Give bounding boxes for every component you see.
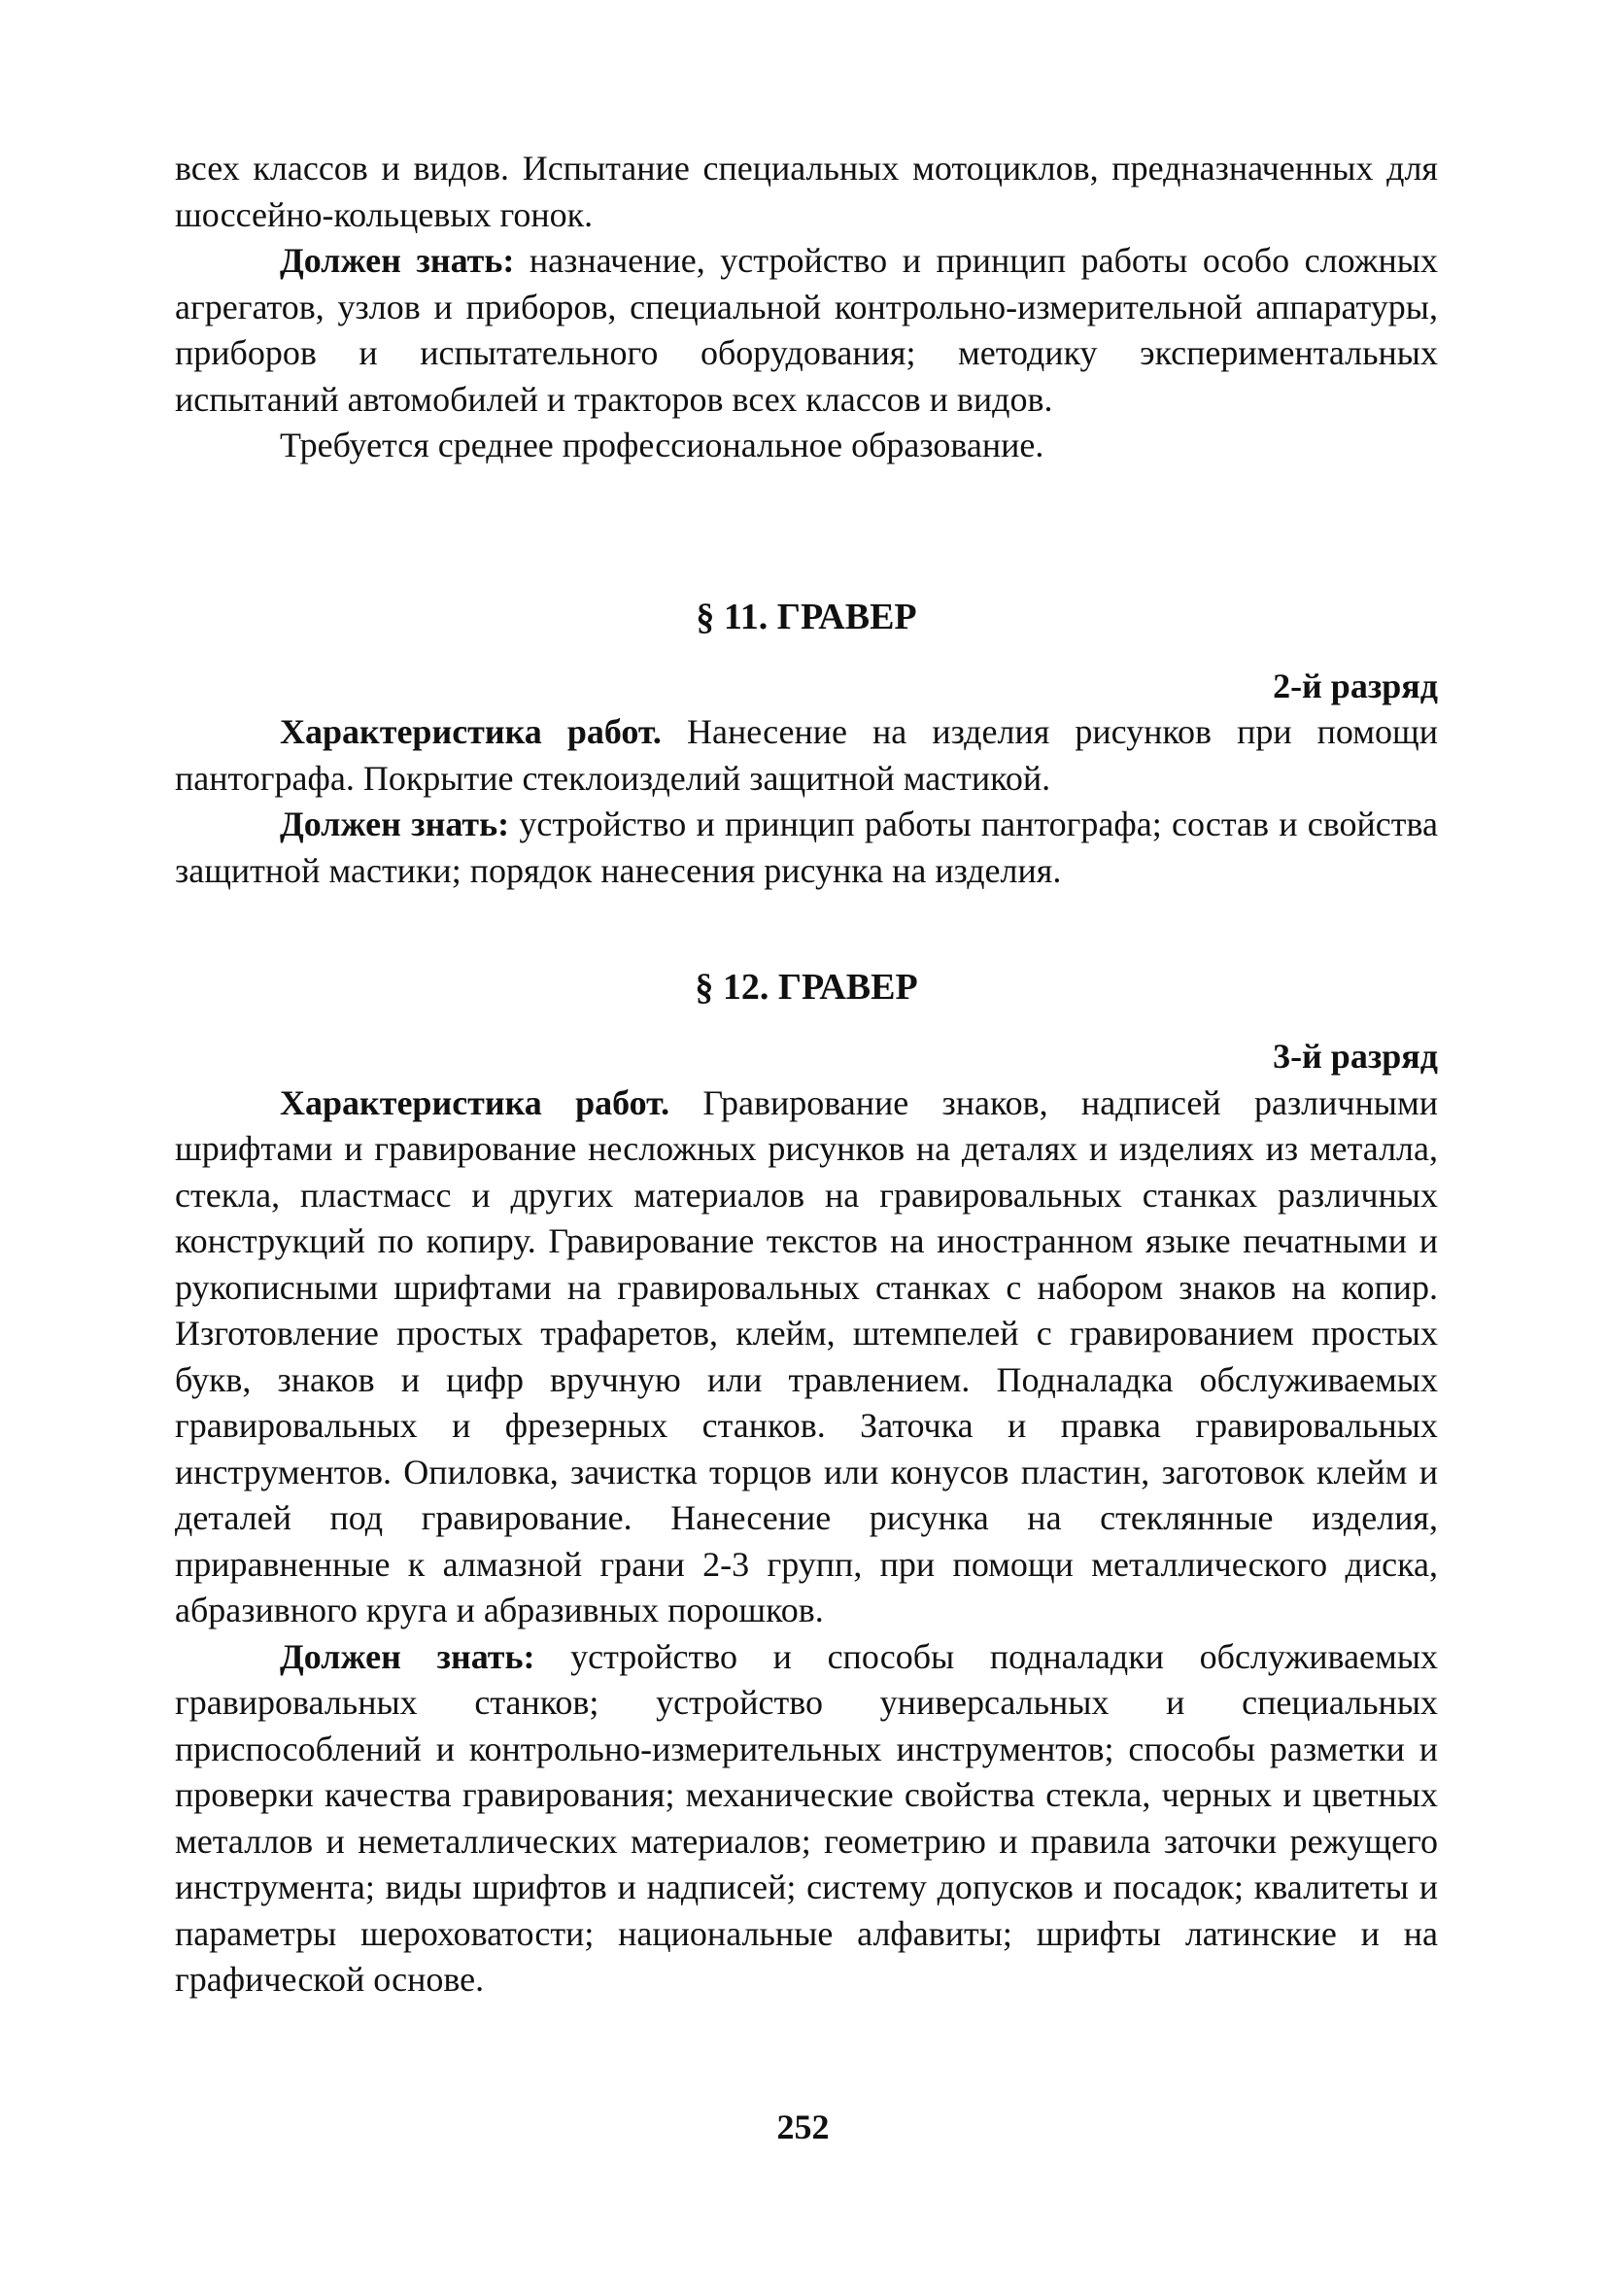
- section-11-work: [175, 709, 1438, 802]
- section-12-must-know-text: устройство и способы подналадки обслуживаемых гравировальных станков; устройство универсальных и специальных приспособлений и контрольно-измерительных инструментов; способы разметки и проверки качества гравирования; механические свойства стекла, черных и цветных металлов и неметаллических материалов; геометрию и правила заточки режущего инструмента; виды шрифтов и надписей; систему допусков и посадок; квалитеты и параметры шероховатости; национальные алфавиты; шрифты латинские и на графической основе.: [175, 1636, 1439, 1999]
- intro-must-know-lead: Должен знать:: [280, 241, 515, 280]
- section-11-title: § 11. ГРАВЕР: [696, 596, 917, 637]
- section-12-work: [175, 1080, 1438, 1634]
- section-11-work-lead: Характеристика работ.: [280, 712, 662, 751]
- section-12-must-know-lead: Должен знать:: [280, 1636, 535, 1676]
- section-12-work-text: Гравирование знаков, надписей различными шрифтами и гравирование несложных рисунков на деталях и изделиях из металла, стекла, пластмасс и других материалов на гравировальных станках различных конструкций по копиру. Гравирование текстов на иностранном языке печатными и рукописными шрифтами на гравировальных станках с набором знаков на копир. Изготовление простых трафаретов, клейм, штемпелей с гравированием простых букв, знаков и цифр вручную или травлением. Подналадка обслуживаемых гравировальных и фрезерных станков. Заточка и правка гравировальных инструментов. Опиловка, зачистка торцов или конусов пластин, заготовок клейм и деталей под гравирование. Нанесение рисунка на стеклянные изделия, приравненные к алмазной грани 2-3 групп, при помощи металлического диска, абразивного круга и абразивных порошков.: [175, 1082, 1439, 1629]
- document-page: [175, 146, 1438, 2004]
- section-12-grade: 3-й разряд: [1273, 1037, 1438, 1076]
- section-11-must-know-lead: Должен знать:: [280, 805, 510, 843]
- section-11-work-text: Нанесение на изделия рисунков при помощи пантографа. Покрытие стеклоизделий защитной мастикой.: [175, 712, 1439, 798]
- section-11-must-know-text: устройство и принцип работы пантографа; состав и свойства защитной мастики; порядок нанесения рисунка на изделия.: [175, 805, 1438, 890]
- section-12: [175, 962, 1438, 2004]
- page-number: 252: [776, 2108, 830, 2146]
- intro-must-know: [175, 238, 1438, 423]
- section-11: [175, 592, 1438, 895]
- intro-continuation: всех классов и видов. Испытание специальных мотоциклов, предназначенных для шоссейно-кольцевых гонок.: [175, 149, 1438, 234]
- section-12-work-lead: Характеристика работ.: [280, 1082, 670, 1122]
- section-12-title: § 12. ГРАВЕР: [695, 967, 918, 1008]
- intro-must-know-text: назначение, устройство и принцип работы особо сложных агрегатов, узлов и приборов, специальной контрольно-измерительной аппаратуры, приборов и испытательного оборудования; методику экспериментальных испытаний автомобилей и тракторов всех классов и видов.: [175, 241, 1438, 419]
- intro-education: Требуется среднее профессиональное образование.: [280, 426, 1044, 464]
- section-11-must-know: [175, 802, 1438, 894]
- section-11-grade: 2-й разряд: [1273, 666, 1438, 705]
- section-12-must-know: [175, 1634, 1438, 2004]
